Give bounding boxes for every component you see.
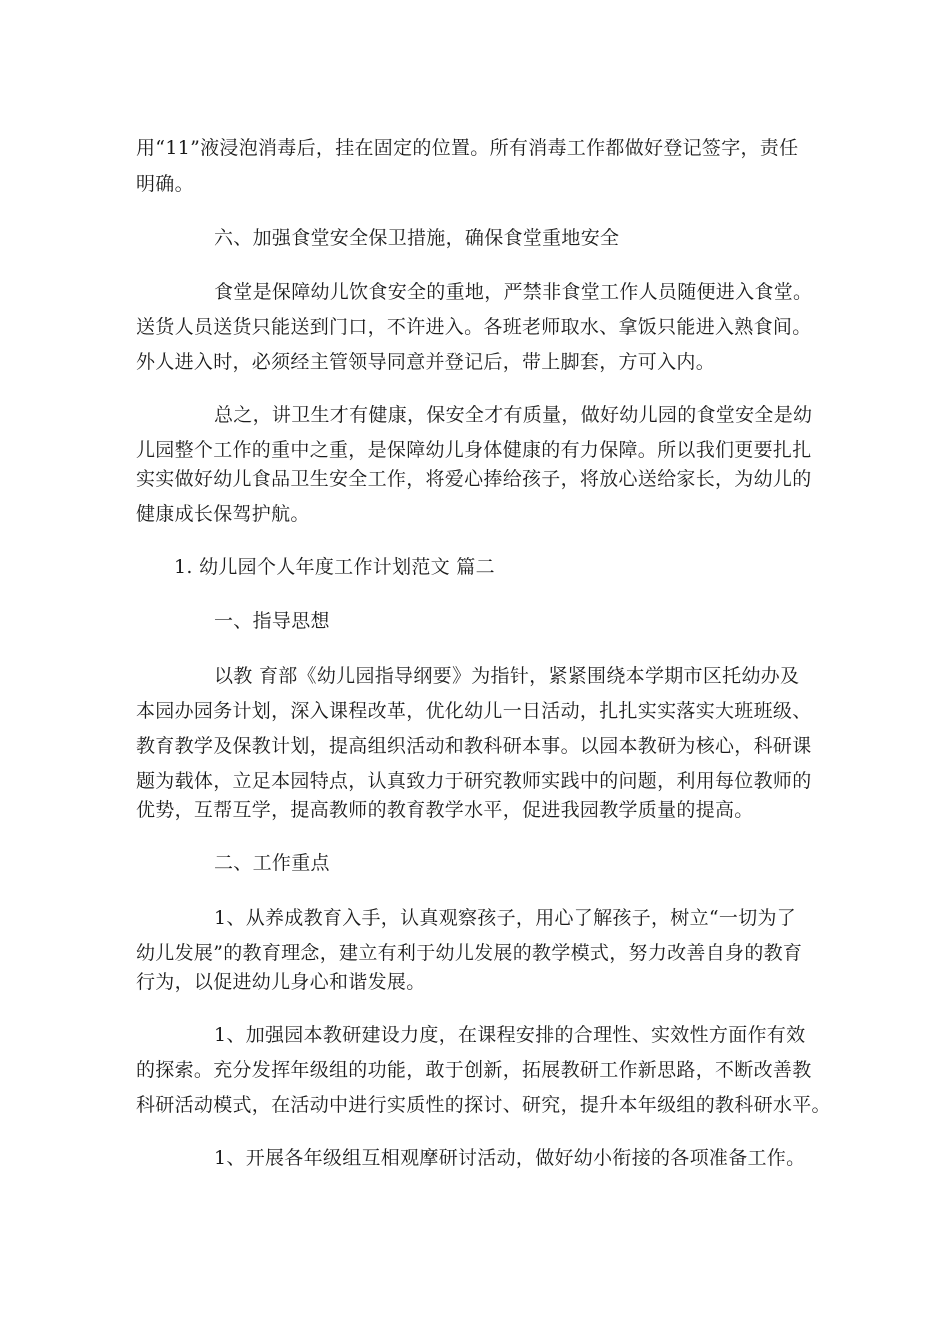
paragraph-line: 科研活动模式，在活动中进行实质性的探讨、研究，提升本年级组的教科研水平。 xyxy=(136,1094,831,1116)
paragraph-line: 本园办园务计划，深入课程改革，优化幼儿一日活动，扎扎实实落实大班班级、 xyxy=(136,700,812,722)
paragraph-line: 儿园整个工作的重中之重，是保障幼儿身体健康的有力保障。所以我们更要扎扎 xyxy=(136,439,812,461)
paragraph-line: 题为载体，立足本园特点，认真致力于研究教师实践中的问题，利用每位教师的 xyxy=(136,770,812,792)
paragraph-line: 明确。 xyxy=(136,173,194,195)
paragraph-line: 教育教学及保教计划，提高组织活动和教科研本事。以园本教研为核心，科研课 xyxy=(136,735,812,757)
paragraph-line: 总之，讲卫生才有健康，保安全才有质量，做好幼儿园的食堂安全是幼 xyxy=(214,404,813,426)
paragraph-line: 用“11”液浸泡消毒后，挂在固定的位置。所有消毒工作都做好登记签字，责任 xyxy=(136,137,799,159)
section-heading: 一、指导思想 xyxy=(214,610,330,632)
paragraph-line: 外人进入时，必须经主管领导同意并登记后，带上脚套，方可入内。 xyxy=(136,351,716,373)
paragraph-line: 优势，互帮互学，提高教师的教育教学水平，促进我园教学质量的提高。 xyxy=(136,799,754,821)
paragraph-line: 食堂是保障幼儿饮食安全的重地，严禁非食堂工作人员随便进入食堂。 xyxy=(214,281,813,303)
paragraph-line: 1、加强园本教研建设力度，在课程安排的合理性、实效性方面作有效 xyxy=(214,1024,806,1046)
section-heading: 二、工作重点 xyxy=(214,852,330,874)
paragraph-line: 1、从养成教育入手，认真观察孩子，用心了解孩子，树立“一切为了 xyxy=(214,907,797,929)
paragraph-line: 行为，以促进幼儿身心和谐发展。 xyxy=(136,971,426,993)
paragraph-line: 幼儿发展”的教育理念，建立有利于幼儿发展的教学模式，努力改善自身的教育 xyxy=(136,942,803,964)
paragraph-line: 送货人员送货只能送到门口，不许进入。各班老师取水、拿饭只能进入熟食间。 xyxy=(136,316,812,338)
paragraph-line: 的探索。充分发挥年级组的功能，敢于创新，拓展教研工作新思路，不断改善教 xyxy=(136,1059,812,1081)
paragraph-line: 1、开展各年级组互相观摩研讨活动，做好幼小衔接的各项准备工作。 xyxy=(214,1147,806,1169)
section-heading: 六、加强食堂安全保卫措施，确保食堂重地安全 xyxy=(214,227,620,249)
paragraph-line: 以教 育部《幼儿园指导纲要》为指针，紧紧围绕本学期市区托幼办及 xyxy=(214,665,800,687)
paragraph-line: 健康成长保驾护航。 xyxy=(136,503,310,525)
paragraph-line: 实实做好幼儿食品卫生安全工作，将爱心捧给孩子，将放心送给家长，为幼儿的 xyxy=(136,468,812,490)
article-heading: 1. 幼儿园个人年度工作计划范文 篇二 xyxy=(174,556,495,578)
